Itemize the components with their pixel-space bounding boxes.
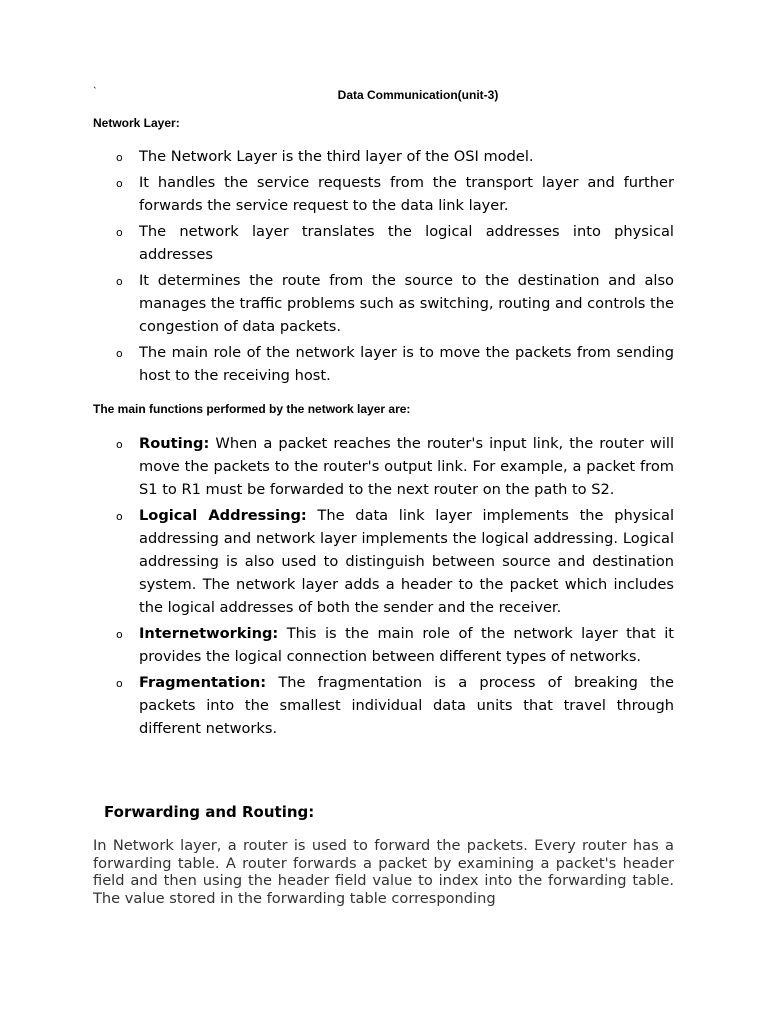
stray-mark: ` bbox=[93, 86, 97, 98]
bullet-marker: o bbox=[116, 347, 123, 360]
bullet-marker: o bbox=[116, 275, 123, 288]
list-item bbox=[116, 432, 674, 501]
list-item bbox=[116, 269, 674, 338]
list-item bbox=[116, 671, 674, 740]
bullet-marker: o bbox=[116, 510, 123, 523]
functions-list bbox=[116, 432, 674, 743]
bullet-marker: o bbox=[116, 438, 123, 451]
network-layer-list bbox=[116, 145, 674, 390]
term-routing: Routing: bbox=[139, 435, 210, 452]
bullet-marker: o bbox=[116, 226, 123, 239]
bullet-marker: o bbox=[116, 628, 123, 641]
list-item bbox=[116, 341, 674, 387]
list-item-text: It handles the service requests from the transport layer and further forwards the service request to the data link layer. bbox=[139, 174, 674, 214]
list-item bbox=[116, 622, 674, 668]
list-item-text: The Network Layer is the third layer of the OSI model. bbox=[139, 148, 534, 165]
network-layer-heading: Network Layer: bbox=[93, 116, 180, 130]
functions-heading: The main functions performed by the network layer are: bbox=[93, 402, 411, 416]
document-title: Data Communication(unit-3) bbox=[337, 88, 499, 102]
list-item-text: It determines the route from the source to the destination and also manages the traffic problems such as switching, routing and controls the congestion of data packets. bbox=[139, 272, 674, 335]
list-item bbox=[116, 145, 674, 168]
list-item-text: The data link layer implements the physical addressing and network layer implements the logical addressing. Logical addressing is also used to distinguish between source and destination system. The network layer adds a header to the packet which includes the logical addresses of both the sender and the receiver. bbox=[139, 507, 675, 616]
term-logical-addressing: Logical Addressing: bbox=[139, 507, 307, 524]
list-item-text: This is the main role of the network layer that it provides the logical connection between different types of networks. bbox=[139, 625, 675, 665]
term-fragmentation: Fragmentation: bbox=[139, 674, 267, 691]
forwarding-heading: Forwarding and Routing: bbox=[104, 803, 315, 821]
list-item-text: The main role of the network layer is to move the packets from sending host to the receiving host. bbox=[139, 344, 674, 384]
list-item bbox=[116, 220, 674, 266]
list-item-text: The network layer translates the logical addresses into physical addresses bbox=[139, 223, 674, 263]
list-item bbox=[116, 504, 674, 619]
forwarding-paragraph: In Network layer, a router is used to forward the packets. Every router has a forwarding table. A router forwards a packet by examining a packet's header field and then using the header field value to index into the forwarding table. The value stored in the forwarding table corresponding bbox=[93, 837, 674, 907]
list-item-text: The fragmentation is a process of breaking the packets into the smallest individual data units that travel through different networks. bbox=[139, 674, 675, 737]
list-item bbox=[116, 171, 674, 217]
list-item-text: When a packet reaches the router's input link, the router will move the packets to the router's output link. For example, a packet from S1 to R1 must be forwarded to the next router on the path to S2. bbox=[139, 435, 674, 498]
bullet-marker: o bbox=[116, 677, 123, 690]
bullet-marker: o bbox=[116, 177, 123, 190]
bullet-marker: o bbox=[116, 151, 123, 164]
term-internetworking: Internetworking: bbox=[139, 625, 279, 642]
